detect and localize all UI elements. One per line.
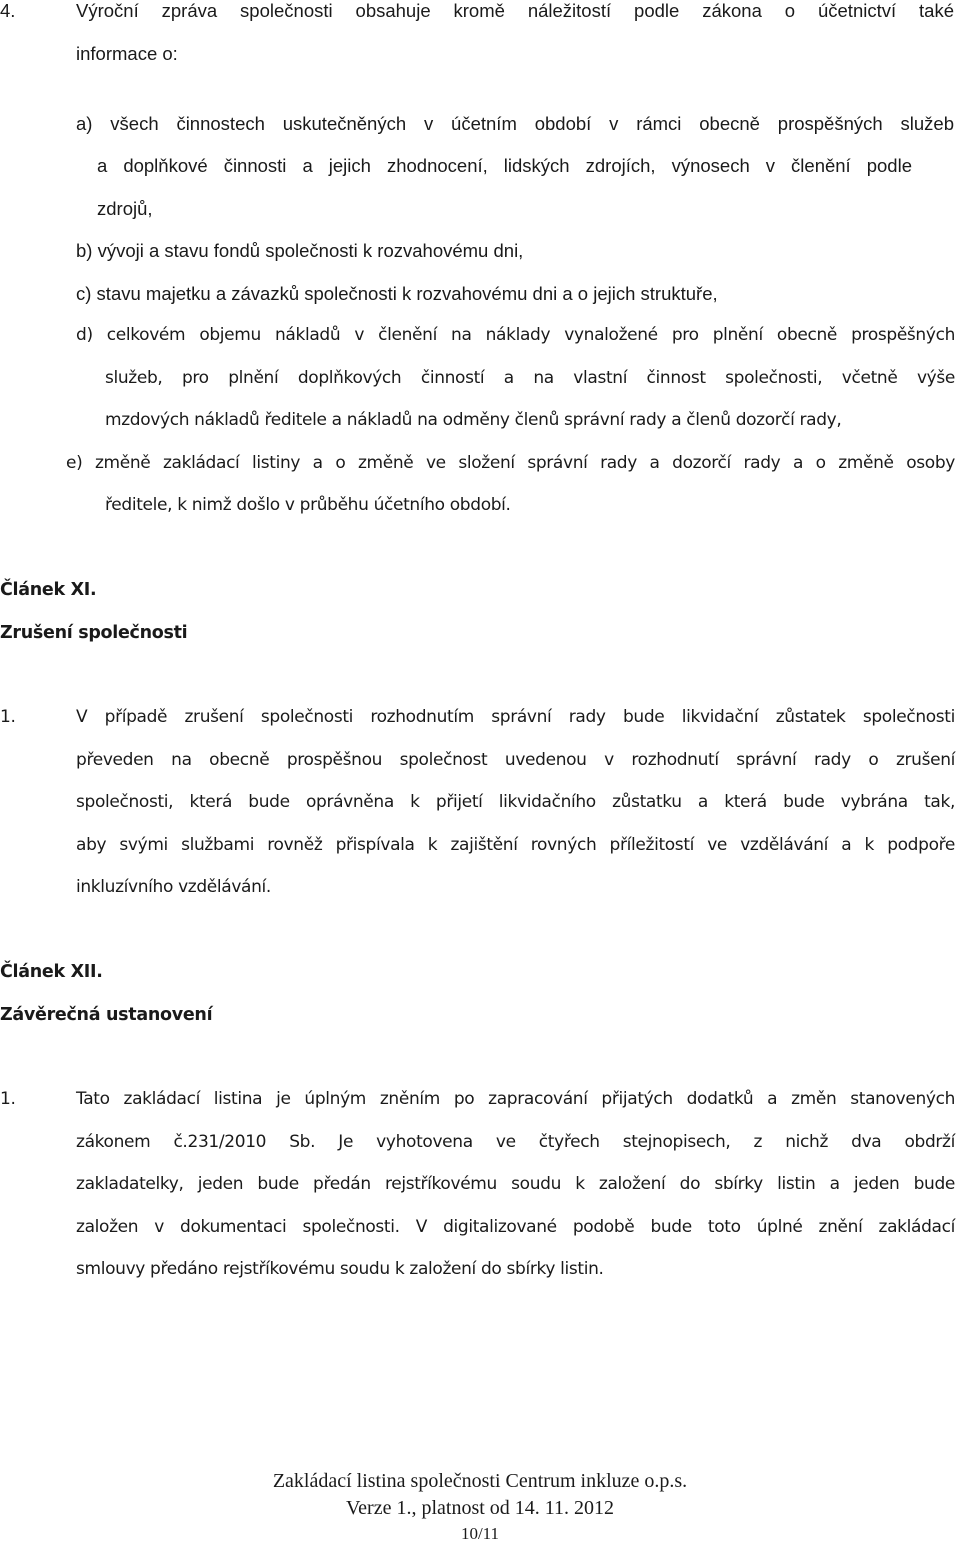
list-item-b: b) vývoji a stavu fondů společnosti k rozvahovému dni, <box>76 240 524 261</box>
list-item-e-line: e) změně zakládací listiny a o změně ve složení správní rady a dozorčí rady a o změně osoby <box>66 453 955 473</box>
intro-text-line: informace o: <box>76 43 178 64</box>
footer-version: Verze 1., platnost od 14. 11. 2012 <box>345 1497 615 1519</box>
paragraph-line: společnosti, která bude oprávněna k přijetí likvidačního zůstatku a která bude vybrána tak, <box>76 792 955 812</box>
paragraph-number: 1. <box>0 1089 16 1109</box>
article-title: Závěrečná ustanovení <box>0 1005 213 1025</box>
paragraph-line: inkluzívního vzdělávání. <box>76 877 271 897</box>
list-item-a-line: zdrojů, <box>97 198 153 219</box>
article-title: Zrušení společnosti <box>0 623 188 643</box>
list-item-a-line: a) všech činnostech uskutečněných v účetním období v rámci obecně prospěšných služeb <box>76 113 954 134</box>
footer-title: Zakládací listina společnosti Centrum inkluze o.p.s. <box>272 1470 688 1492</box>
paragraph-number: 1. <box>0 707 16 727</box>
paragraph-line: založen v dokumentaci společnosti. V digitalizované podobě bude toto úplné znění zakládací <box>76 1217 955 1237</box>
list-item-e-line: ředitele, k nimž došlo v průběhu účetního období. <box>105 495 511 515</box>
paragraph-line: zákonem č.231/2010 Sb. Je vyhotovena ve čtyřech stejnopisech, z nichž dva obdrží <box>76 1132 955 1152</box>
list-item-a-line: a doplňkové činnosti a jejich zhodnocení, lidských zdrojích, výnosech v členění podle <box>97 155 912 176</box>
paragraph-line: převeden na obecně prospěšnou společnost uvedenou v rozhodnutí správní rady o zrušení <box>76 750 955 770</box>
article-heading: Článek XII. <box>0 962 103 982</box>
article-heading: Článek XI. <box>0 580 97 600</box>
list-item-d-line: d) celkovém objemu nákladů v členění na náklady vynaložené pro plnění obecně prospěšných <box>76 325 955 345</box>
paragraph-line: smlouvy předáno rejstříkovému soudu k založení do sbírky listin. <box>76 1259 604 1279</box>
paragraph-line: zakladatelky, jeden bude předán rejstříkovému soudu k založení do sbírky listin a jeden bude <box>76 1174 955 1194</box>
list-item-c: c) stavu majetku a závazků společnosti k rozvahovému dni a o jejich struktuře, <box>76 283 718 304</box>
paragraph-line: V případě zrušení společnosti rozhodnutím správní rady bude likvidační zůstatek společnosti <box>76 707 955 727</box>
paragraph-line: Tato zakládací listina je úplným zněním po zapracování přijatých dodatků a změn stanovených <box>76 1089 955 1109</box>
item-number: 4. <box>0 0 16 21</box>
page-number: 10/11 <box>460 1524 500 1543</box>
intro-text-line: Výroční zpráva společnosti obsahuje kromě náležitostí podle zákona o účetnictví také <box>76 0 954 21</box>
list-item-d-line: mzdových nákladů ředitele a nákladů na odměny členů správní rady a členů dozorčí rady, <box>105 410 842 430</box>
paragraph-line: aby svými službami rovněž přispívala k zajištění rovných příležitostí ve vzdělávání a k podpoře <box>76 835 955 855</box>
list-item-d-line: služeb, pro plnění doplňkových činností a na vlastní činnost společnosti, včetně výše <box>105 368 955 388</box>
